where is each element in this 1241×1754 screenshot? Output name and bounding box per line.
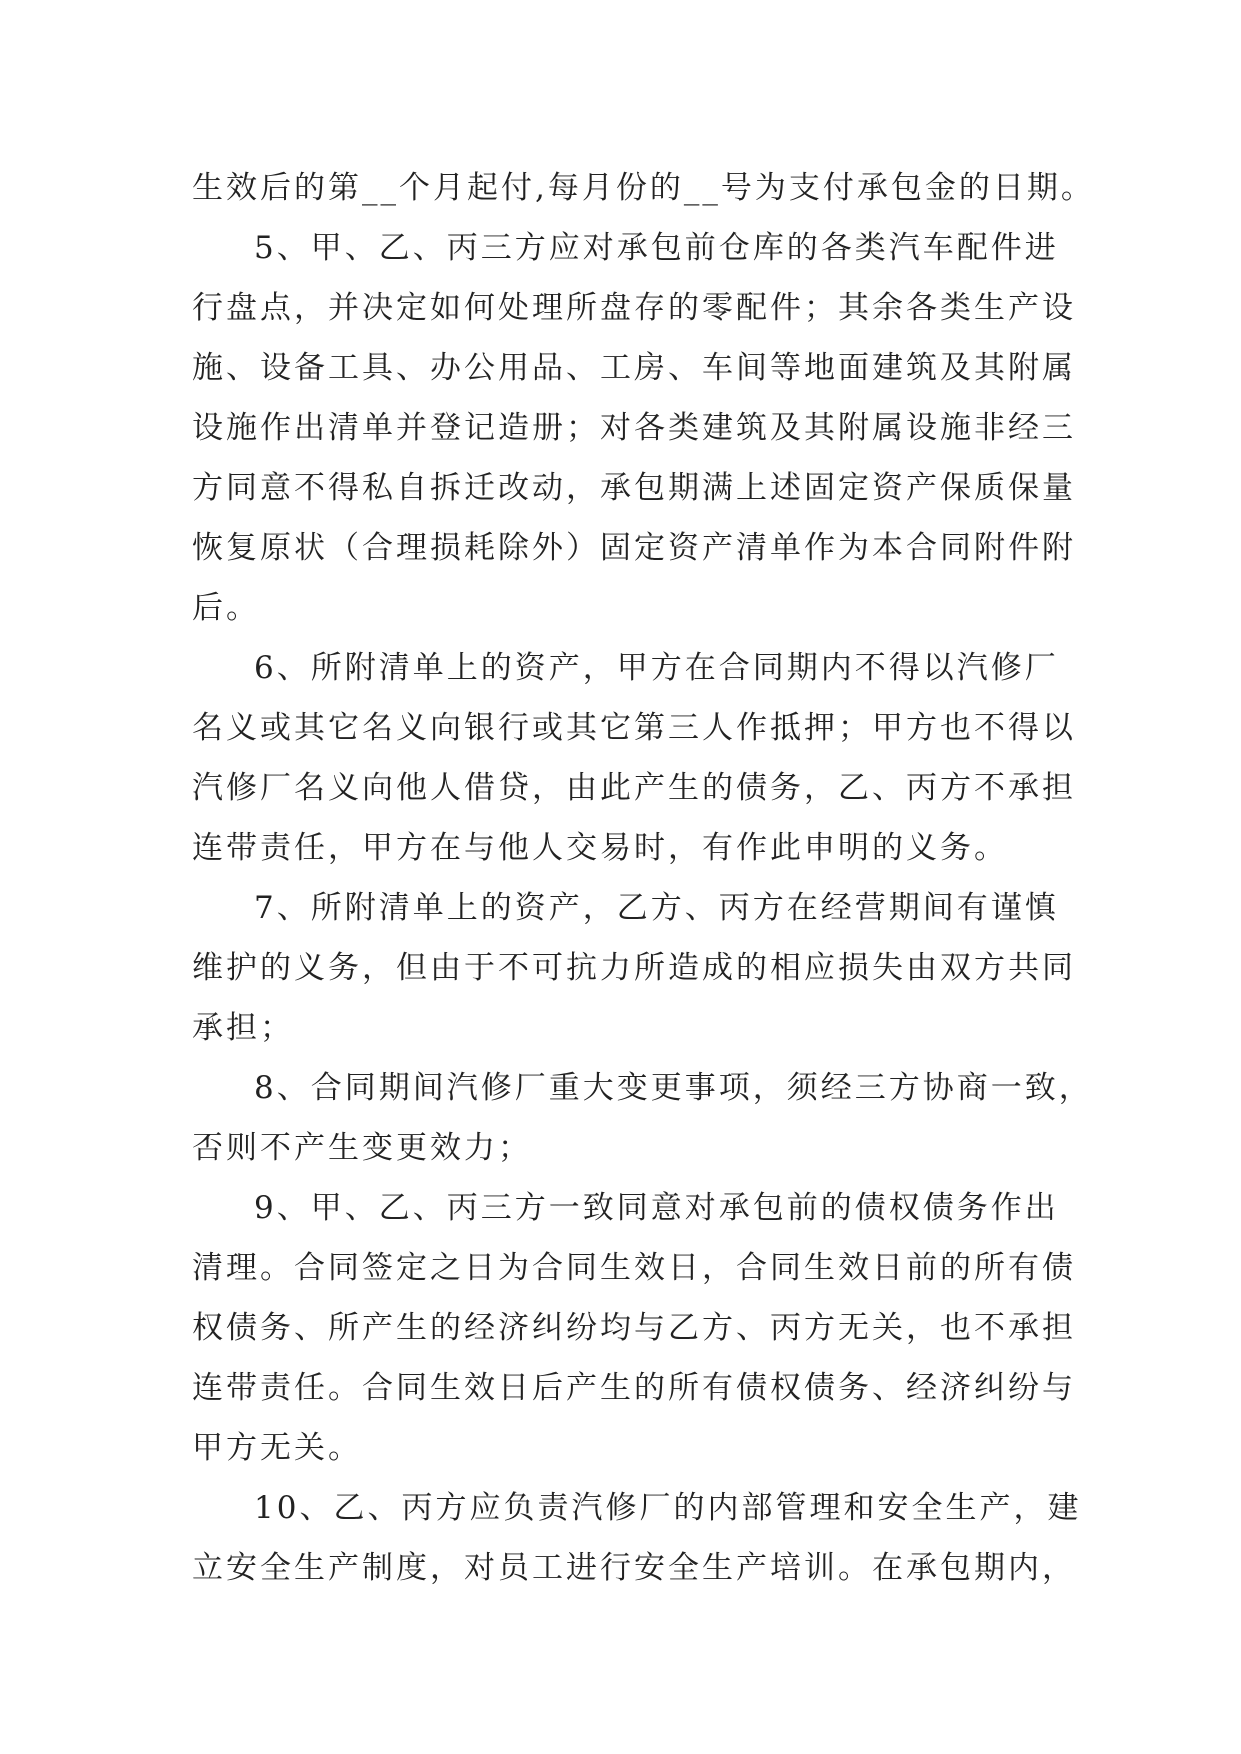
text-line: 6、所附清单上的资产，甲方在合同期内不得以汽修厂 (254, 650, 1059, 686)
text-line: 权债务、所产生的经济纠纷均与乙方、丙方无关，也不承担 (192, 1310, 1076, 1346)
text-line: 恢复原状（合理损耗除外）固定资产清单作为本合同附件附 (192, 530, 1076, 566)
text-line: 7、所附清单上的资产，乙方、丙方在经营期间有谨慎 (254, 890, 1059, 926)
text-line: 立安全生产制度，对员工进行安全生产培训。在承包期内， (192, 1550, 1076, 1586)
text-line: 10、乙、丙方应负责汽修厂的内部管理和安全生产，建 (254, 1490, 1082, 1526)
text-line: 后。 (192, 590, 260, 626)
paragraph-10 (192, 1478, 1082, 1598)
text-line: 否则不产生变更效力； (192, 1130, 532, 1166)
paragraph-6 (192, 638, 1076, 878)
text-line: 清理。合同签定之日为合同生效日，合同生效日前的所有债 (192, 1250, 1076, 1286)
text-line: 9、甲、乙、丙三方一致同意对承包前的债权债务作出 (254, 1190, 1059, 1226)
text-line: 连带责任。合同生效日后产生的所有债权债务、经济纠纷与 (192, 1370, 1076, 1406)
text-line: 连带责任，甲方在与他人交易时，有作此申明的义务。 (192, 830, 1008, 866)
document-body (192, 158, 1095, 1598)
paragraph-8 (192, 1058, 1093, 1178)
text-line: 施、设备工具、办公用品、工房、车间等地面建筑及其附属 (192, 350, 1076, 386)
text-line: 生效后的第__个月起付,每月份的__号为支付承包金的日期。 (192, 170, 1095, 206)
text-line: 承担； (192, 1010, 294, 1046)
paragraph-4-continuation (192, 158, 1095, 218)
text-line: 名义或其它名义向银行或其它第三人作抵押；甲方也不得以 (192, 710, 1076, 746)
text-line: 维护的义务，但由于不可抗力所造成的相应损失由双方共同 (192, 950, 1076, 986)
text-line: 8、合同期间汽修厂重大变更事项，须经三方协商一致， (254, 1070, 1093, 1106)
text-line: 方同意不得私自拆迁改动，承包期满上述固定资产保质保量 (192, 470, 1076, 506)
paragraph-9 (192, 1178, 1076, 1478)
text-line: 设施作出清单并登记造册；对各类建筑及其附属设施非经三 (192, 410, 1076, 446)
text-line: 5、甲、乙、丙三方应对承包前仓库的各类汽车配件进 (254, 230, 1059, 266)
paragraph-5 (192, 218, 1076, 638)
text-line: 汽修厂名义向他人借贷，由此产生的债务，乙、丙方不承担 (192, 770, 1076, 806)
text-line: 行盘点，并决定如何处理所盘存的零配件；其余各类生产设 (192, 290, 1076, 326)
paragraph-7 (192, 878, 1076, 1058)
text-line: 甲方无关。 (192, 1430, 362, 1466)
